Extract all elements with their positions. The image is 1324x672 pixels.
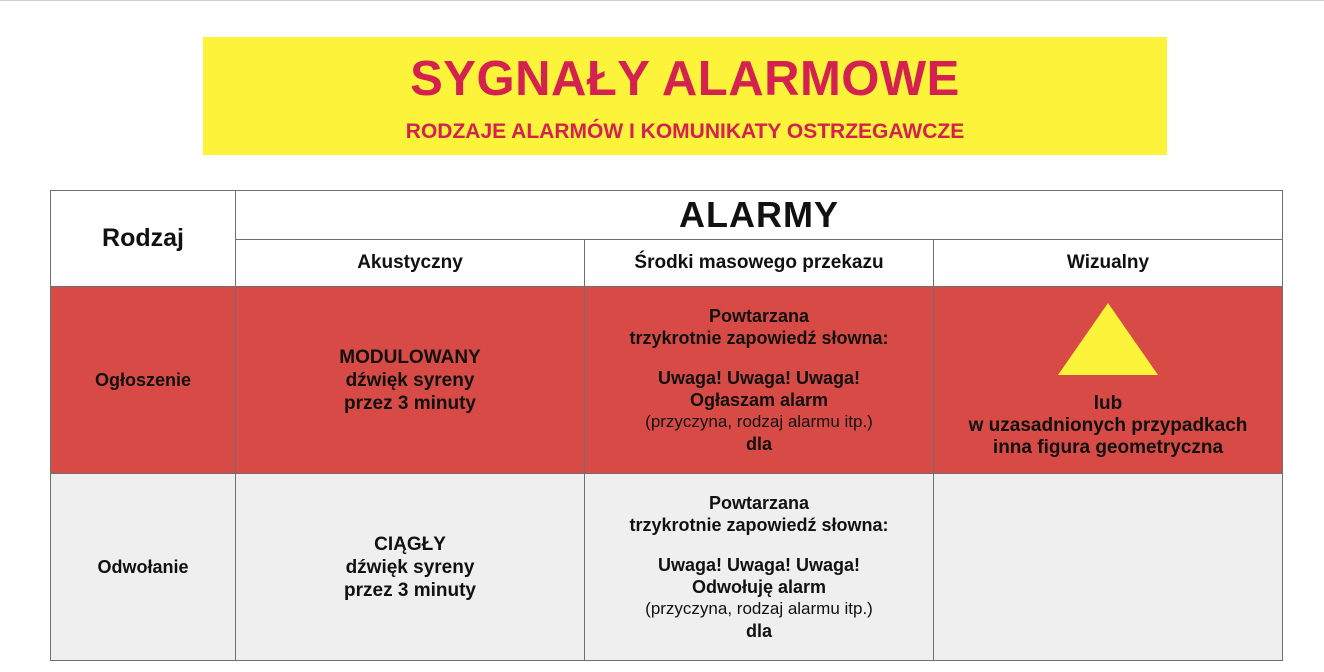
kind-cell-cancellation: Odwołanie [51, 474, 236, 661]
media-suffix: dla [745, 621, 772, 641]
visual-text-line: lub [1093, 393, 1123, 414]
column-header-acoustic: Akustyczny [236, 240, 585, 287]
yellow-triangle-icon [934, 301, 1282, 379]
header-row [51, 191, 1283, 240]
acoustic-line: dźwięk syreny [345, 556, 475, 578]
title-banner [203, 37, 1167, 155]
table-row-announcement [51, 287, 1283, 474]
column-header-visual: Wizualny [934, 240, 1283, 287]
alarms-header: ALARMY [236, 191, 1283, 240]
media-message-line: Odwołuję alarm [691, 577, 827, 597]
kind-cell-announcement: Ogłoszenie [51, 287, 236, 474]
visual-text-line: inna figura geometryczna [992, 437, 1224, 458]
visual-text-line: w uzasadnionych przypadkach [968, 415, 1248, 436]
top-divider [0, 0, 1324, 1]
alarm-table [50, 190, 1283, 661]
acoustic-type: CIĄGŁY [374, 533, 446, 555]
column-header-media: Środki masowego przekazu [585, 240, 934, 287]
media-message-line: Ogłaszam alarm [689, 390, 829, 410]
media-cell-announcement [585, 287, 934, 474]
media-intro-line: trzykrotnie zapowiedź słowna: [629, 328, 889, 348]
page-subtitle: RODZAJE ALARMÓW I KOMUNIKATY OSTRZEGAWCZE [405, 120, 965, 143]
media-cell-cancellation [585, 474, 934, 661]
acoustic-type: MODULOWANY [339, 346, 481, 368]
triangle-shape [1058, 303, 1158, 375]
acoustic-line: przez 3 minuty [344, 392, 476, 414]
kind-header: Rodzaj [51, 191, 236, 287]
acoustic-line: dźwięk syreny [345, 369, 475, 391]
spacer [585, 349, 933, 367]
media-note: (przyczyna, rodzaj alarmu itp.) [645, 599, 873, 618]
visual-cell-announcement [934, 287, 1283, 474]
acoustic-line: przez 3 minuty [344, 579, 476, 601]
subheader-row [51, 240, 1283, 287]
page-title: SYGNAŁY ALARMOWE [410, 52, 960, 106]
media-message-line: Uwaga! Uwaga! Uwaga! [657, 368, 861, 388]
visual-cell-cancellation [934, 474, 1283, 661]
acoustic-cell-announcement [236, 287, 585, 474]
media-intro-line: Powtarzana [708, 306, 810, 326]
media-intro-line: trzykrotnie zapowiedź słowna: [629, 515, 889, 535]
media-message-line: Uwaga! Uwaga! Uwaga! [657, 555, 861, 575]
media-suffix: dla [745, 434, 772, 454]
media-intro-line: Powtarzana [708, 493, 810, 513]
media-note: (przyczyna, rodzaj alarmu itp.) [645, 412, 873, 431]
spacer [585, 536, 933, 554]
table-row-cancellation [51, 474, 1283, 661]
acoustic-cell-cancellation [236, 474, 585, 661]
